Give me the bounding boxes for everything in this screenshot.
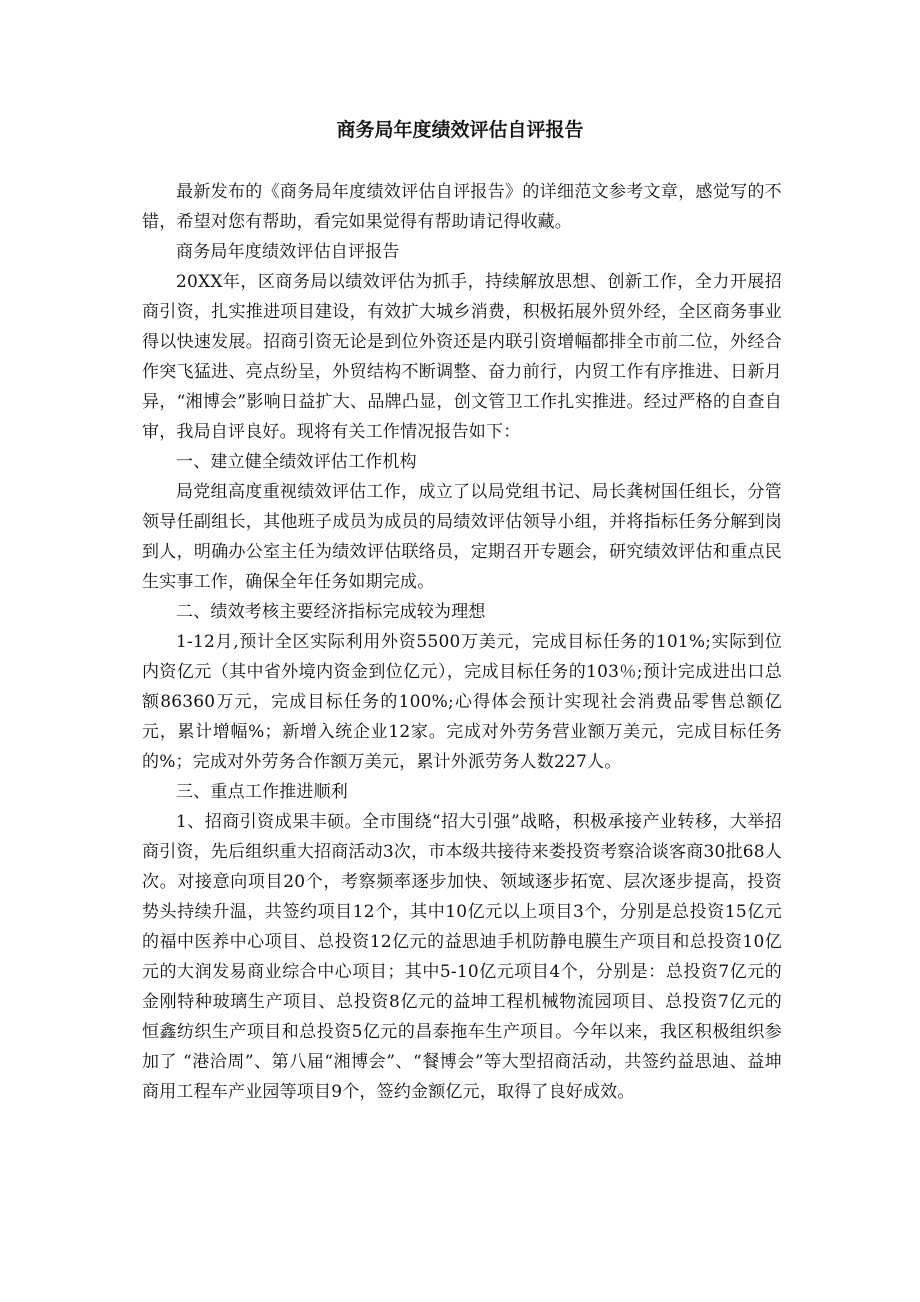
report-subtitle: 商务局年度绩效评估自评报告 bbox=[176, 242, 400, 262]
section-heading-2: 二、绩效考核主要经济指标完成较为理想 bbox=[176, 602, 486, 622]
intro-paragraph: 最新发布的《商务局年度绩效评估自评报告》的详细范文参考文章，感觉写的不错，希望对您有帮助，看完如果觉得有帮助请记得收藏。 bbox=[142, 182, 782, 232]
section-heading-1: 一、建立健全绩效评估工作机构 bbox=[176, 452, 417, 472]
section-paragraph-2: 1-12月,预计全区实际利用外资5500万美元，完成目标任务的101%;实际到位内资亿元（其中省外境内资金到位亿元），完成目标任务的103％;预计完成进出口总额86360万元，完成目标任务的100%;心得体会预计实现社会消费品零售总额亿元，累计增幅%；新增入统企业12家。完成对外劳务营业额万美元，完成目标任务的%；完成对外劳务合作额万美元，累计外派劳务人数227人。 bbox=[142, 632, 782, 772]
document-body bbox=[142, 177, 782, 1107]
document-title: 商务局年度绩效评估自评报告 bbox=[336, 119, 584, 141]
overview-paragraph: 20XX年，区商务局以绩效评估为抓手，持续解放思想、创新工作，全力开展招商引资，扎实推进项目建设，有效扩大城乡消费，积极拓展外贸外经，全区商务事业得以快速发展。招商引资无论是到位外资还是内联引资增幅都排全市前二位，外经合作突飞猛进、亮点纷呈，外贸结构不断调整、奋力前行，内贸工作有序推进、日新月异，“湘博会”影响日益扩大、品牌凸显，创文管卫工作扎实推进。经过严格的自查自审，我局自评良好。现将有关工作情况报告如下： bbox=[142, 272, 782, 442]
section-paragraph-3: 1、招商引资成果丰硕。全市围绕“招大引强”战略，积极承接产业转移，大举招商引资，先后组织重大招商活动3次，市本级共接待来娄投资考察洽谈客商30批68人次。对接意向项目20个，考察频率逐步加快、领域逐步拓宽、层次逐步提高，投资势头持续升温，共签约项目12个，其中10亿元以上项目3个，分别是总投资15亿元的福中医养中心项目、总投资12亿元的益思迪手机防静电膜生产项目和总投资10亿元的大润发易商业综合中心项目；其中5-10亿元项目4个，分别是：总投资7亿元的金刚特种玻璃生产项目、总投资8亿元的益坤工程机械物流园项目、总投资7亿元的恒鑫纺织生产项目和总投资5亿元的昌泰拖车生产项目。今年以来，我区积极组织参加了 “港洽周”、第八届“湘博会”、“餐博会”等大型招商活动，共签约益思迪、益坤商用工程车产业园等项目9个，签约金额亿元，取得了良好成效。 bbox=[142, 812, 782, 1102]
section-paragraph-1: 局党组高度重视绩效评估工作，成立了以局党组书记、局长龚树国任组长，分管领导任副组长，其他班子成员为成员的局绩效评估领导小组，并将指标任务分解到岗到人，明确办公室主任为绩效评估联络员，定期召开专题会，研究绩效评估和重点民生实事工作，确保全年任务如期完成。 bbox=[142, 482, 782, 592]
section-heading-3: 三、重点工作推进顺利 bbox=[176, 782, 348, 802]
